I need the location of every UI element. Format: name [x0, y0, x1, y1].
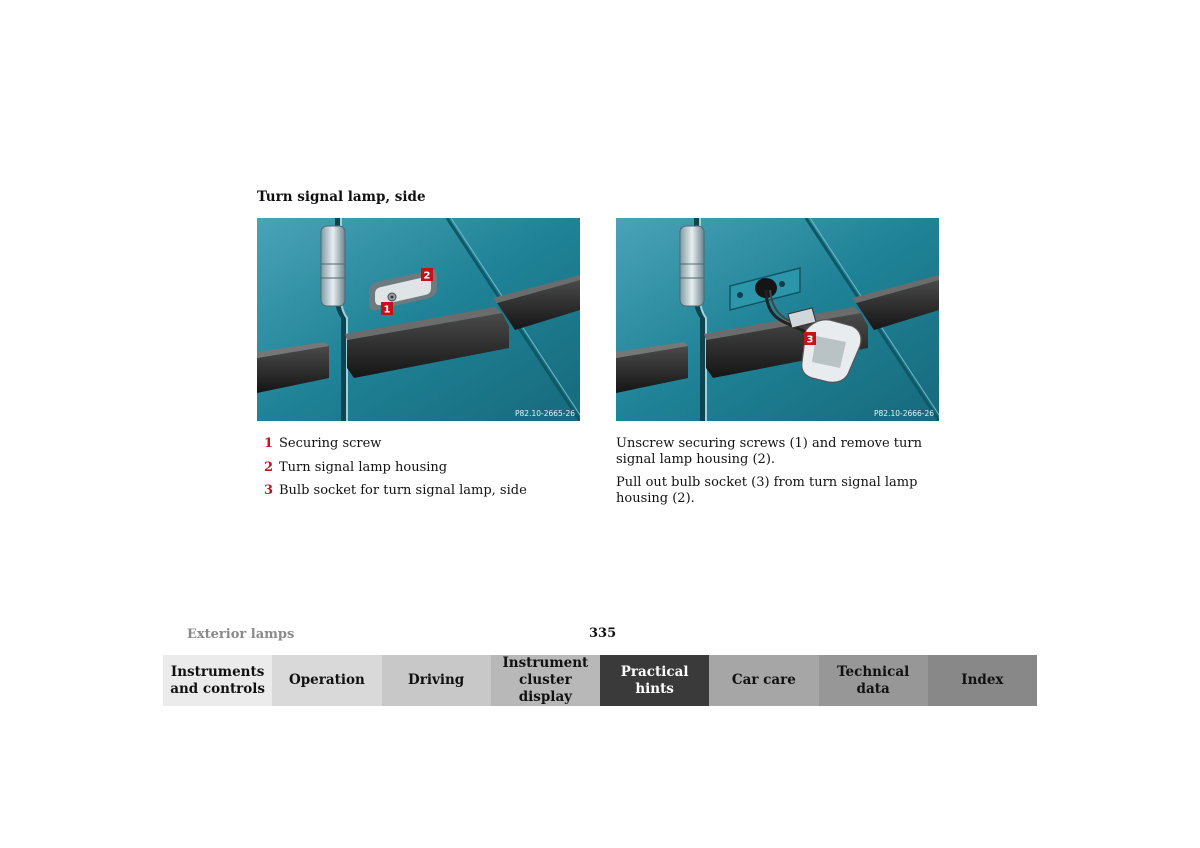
nav-tab-technical-data[interactable]: Technical data — [819, 655, 928, 706]
illustration-lamp-removed — [616, 218, 939, 421]
nav-tab-operation[interactable]: Operation — [272, 655, 381, 706]
chapter-navigation — [163, 655, 1037, 706]
figure-ref-code: P82.10-2666-26 — [874, 409, 935, 418]
door-hinge — [321, 226, 345, 306]
nav-tab-car-care[interactable]: Car care — [709, 655, 818, 706]
legend-item: 3 Bulb socket for turn signal lamp, side — [264, 483, 527, 498]
legend-item: 1 Securing screw — [264, 436, 382, 451]
instruction-step: Unscrew securing screws (1) and remove turn signal lamp housing (2). — [616, 436, 922, 467]
illustration-lamp-installed — [257, 218, 580, 421]
section-title: Turn signal lamp, side — [257, 189, 426, 205]
svg-text:1: 1 — [383, 304, 391, 316]
svg-text:3: 3 — [806, 334, 814, 346]
nav-tab-index[interactable]: Index — [928, 655, 1037, 706]
nav-tab-instruments-and-controls[interactable]: Instruments and controls — [163, 655, 272, 706]
legend-item: 2 Turn signal lamp housing — [264, 459, 448, 475]
page-number: 335 — [589, 626, 617, 641]
nav-tab-driving[interactable]: Driving — [382, 655, 491, 706]
footer-section-title: Exterior lamps — [187, 627, 295, 642]
door-hinge — [680, 226, 704, 306]
svg-text:2: 2 — [423, 270, 431, 282]
nav-tab-instrument-cluster-display[interactable]: Instrument cluster display — [491, 655, 600, 706]
figure-ref-code: P82.10-2665-26 — [515, 409, 576, 418]
parts-legend — [264, 436, 527, 507]
instruction-step: Pull out bulb socket (3) from turn signal lamp housing (2). — [616, 475, 918, 506]
instructions — [616, 436, 936, 514]
nav-tab-practical-hints[interactable]: Practical hints — [600, 655, 709, 706]
